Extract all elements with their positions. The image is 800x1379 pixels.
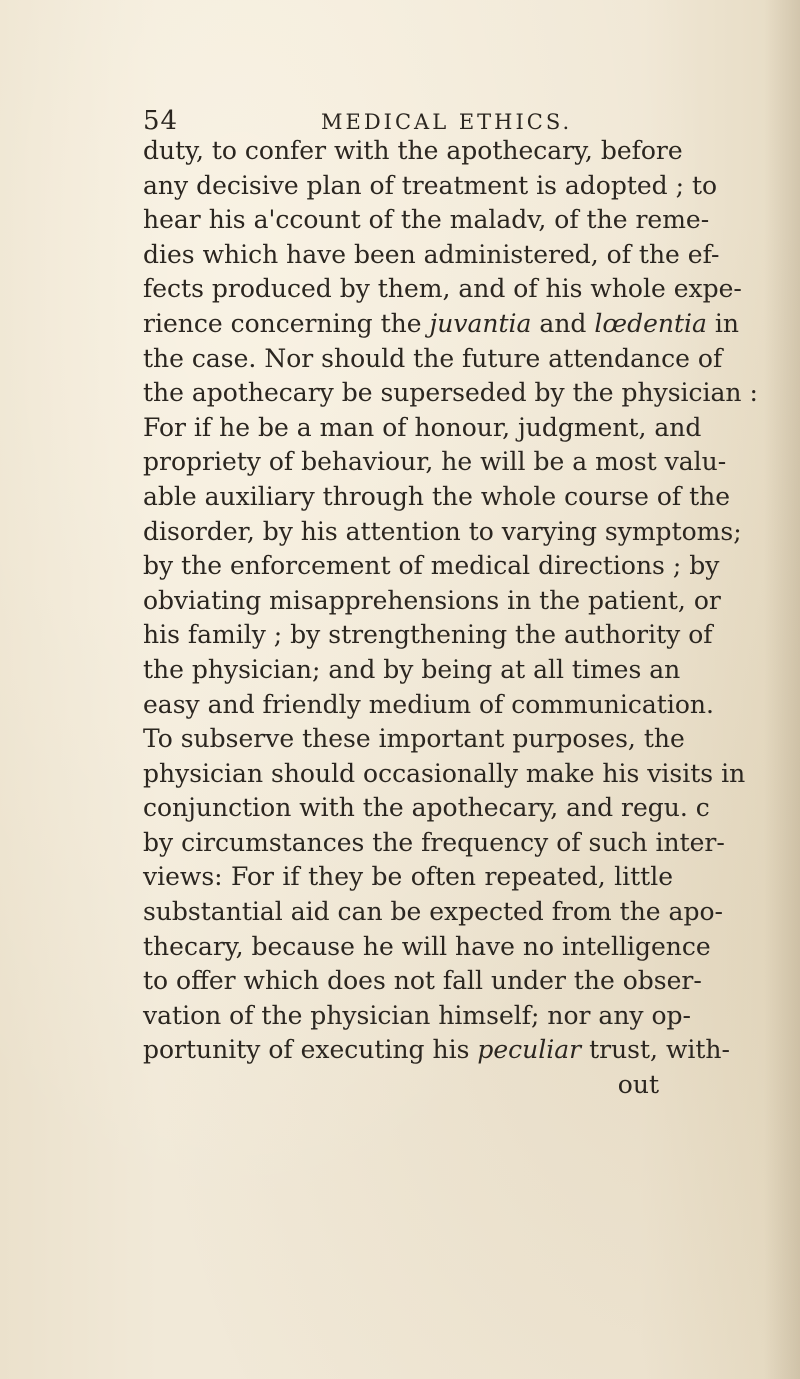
text-line: substantial aid can be expected from the apo- <box>143 897 723 927</box>
italic-term-juvantia: juvantia <box>429 308 532 338</box>
italic-term-laedentia: lœdentia <box>594 308 707 338</box>
text-line: views: For if they be often repeated, little <box>143 862 673 892</box>
text-line: easy and friendly medium of communication. <box>143 689 714 719</box>
text-line: thecary, because he will have no intelligence <box>143 931 711 961</box>
text-line: able auxiliary through the whole course of the <box>143 481 731 511</box>
text-line: the apothecary be superseded by the physician : <box>143 378 758 408</box>
text-line: For if he be a man of honour, judgment, and <box>143 412 702 442</box>
text-line: fects produced by them, and of his whole expe- <box>143 274 742 304</box>
text-line: obviating misapprehensions in the patient, or <box>143 585 721 615</box>
text-line: by circumstances the frequency of such inter- <box>143 827 725 857</box>
text-line: to offer which does not fall under the obser- <box>143 966 702 996</box>
text-line: conjunction with the apothecary, and regu. c <box>143 793 710 823</box>
page-edge-shadow <box>764 0 800 1379</box>
running-head: MEDICAL ETHICS. <box>321 110 573 134</box>
text-run: portunity of executing his <box>143 1035 478 1065</box>
text-run: rience concerning the <box>143 308 430 338</box>
text-line: vation of the physician himself; nor any op- <box>143 1000 691 1030</box>
text-run: in <box>706 308 739 338</box>
text-line: hear his a'ccount of the maladv, of the reme- <box>143 205 710 235</box>
text-line: duty, to confer with the apothecary, before <box>143 136 683 165</box>
text-line: propriety of behaviour, he will be a most valu- <box>143 447 727 477</box>
text-line: disorder, by his attention to varying symptoms; <box>143 516 742 546</box>
catchword: out <box>617 1070 659 1100</box>
text-line: To subserve these important purposes, the <box>143 724 685 754</box>
italic-term-peculiar: peculiar <box>477 1035 582 1065</box>
text-line: dies which have been administered, of the ef- <box>143 239 720 269</box>
text-line <box>143 1033 730 1068</box>
text-line: the case. Nor should the future attendance of <box>143 343 723 373</box>
body-text <box>143 134 758 1103</box>
text-line: his family ; by strengthening the authority of <box>143 620 713 650</box>
page-number: 54 <box>143 106 179 136</box>
text-line: by the enforcement of medical directions ; by <box>143 551 720 581</box>
text-line: physician should occasionally make his visits in <box>143 758 746 788</box>
text-line: any decisive plan of treatment is adopted ; to <box>143 170 718 200</box>
text-line <box>143 307 739 342</box>
text-run: and <box>531 308 595 338</box>
text-line: the physician; and by being at all times an <box>143 654 681 684</box>
text-run: trust, with- <box>581 1035 730 1065</box>
